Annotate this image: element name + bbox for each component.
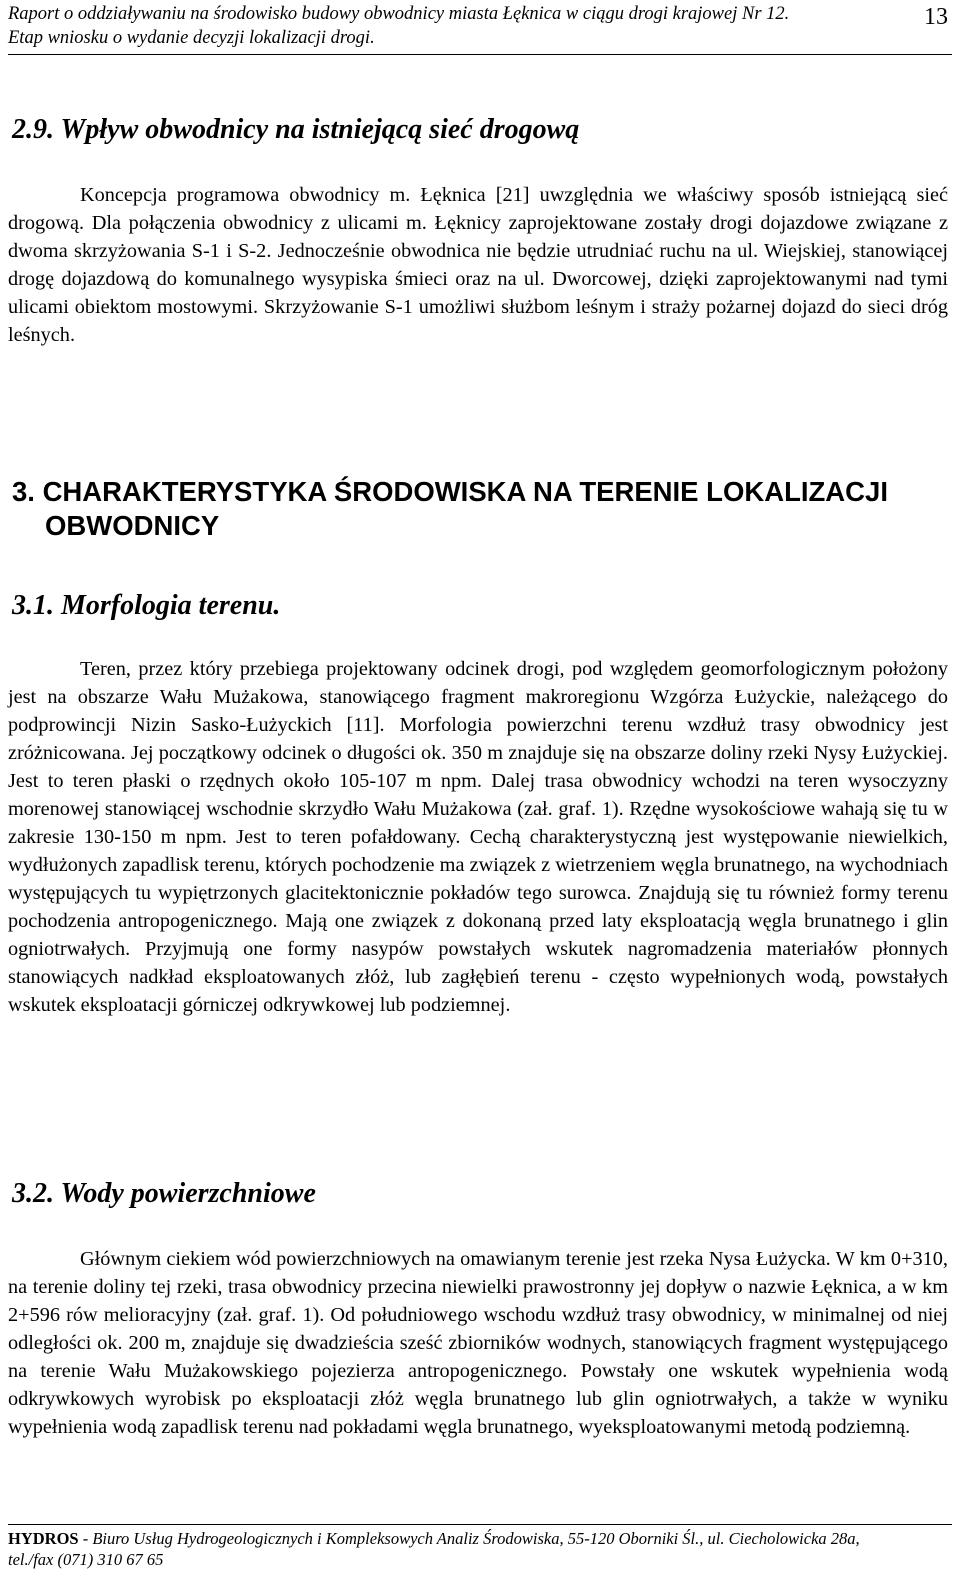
section-2-9-heading: 2.9. Wpływ obwodnicy na istniejącą sieć drogową bbox=[12, 114, 580, 145]
section-2-9-paragraph: Koncepcja programowa obwodnicy m. Łęknica [21] uwzględnia we właściwy sposób istniejącą sieć drogową. Dla połączenia obwodnicy z ulicami m. Łęknicy zaprojektowane zostały drogi dojazdowe związane z dwoma skrzyżowania S-1 i S-2. Jednocześnie obwodnica nie będzie utrudniać ruchu na ul. Wiejskiej, stanowiącej drogę dojazdową do komunalnego wysypiska śmieci oraz na ul. Dworcowej, dzięki zaprojektowanymi nad tymi ulicami obiektom mostowymi. Skrzyżowanie S-1 umożliwi służbom leśnym i straży pożarnej dojazd do sieci dróg leśnych. bbox=[8, 184, 948, 346]
header-line-2: Etap wniosku o wydanie decyzji lokalizacji drogi. bbox=[8, 28, 375, 48]
page-header bbox=[8, 0, 952, 55]
section-3-1-heading: 3.1. Morfologia terenu. bbox=[12, 590, 281, 621]
section-3-2-paragraph: Głównym ciekiem wód powierzchniowych na omawianym terenie jest rzeka Nysa Łużycka. W km 0+310, na terenie doliny tej rzeki, trasa obwodnicy przecina niewielki prawostronny jej dopływ o nazwie Łęknica, a w km 2+596 rów melioracyjny (zał. graf. 1). Od południowego wschodu wzdłuż trasy obwodnicy, w minimalnej od niej odległości ok. 200 m, znajduje się dwadzieścia sześć zbiorników wodnych, stanowiących fragment występującego na terenie Wału Mużakowskiego pojezierza antropogenicznego. Powstały one wskutek wypełnienia wodą odkrywkowych wyrobisk po eksploatacji złóż węgla brunatnego lub glin ogniotrwałych, a także w wyniku wypełnienia wodą zapadlisk terenu nad pokładami węgla brunatnego, wyeksploatowanymi metodą podziemną. bbox=[8, 1248, 948, 1438]
section-3-1-paragraph: Teren, przez który przebiega projektowany odcinek drogi, pod względem geomorfologicznym położony jest na obszarze Wału Mużakowa, stanowiącego fragment makroregionu Wzgórza Łużyckie, należącego do podprowincji Nizin Sasko-Łużyckich [11]. Morfologia powierzchni terenu wzdłuż trasy obwodnicy jest zróżnicowana. Jej początkowy odcinek o długości ok. 350 m znajduje się na obszarze doliny rzeki Nysy Łużyckiej. Jest to teren płaski o rzędnych około 105-107 m npm. Dalej trasa obwodnicy wchodzi na teren wysoczyzny morenowej stanowiącej wschodnie skrzydło Wału Mużakowa (zał. graf. 1). Rzędne wysokościowe wahają się tu w zakresie 130-150 m npm. Jest to teren pofałdowany. Cechą charakterystyczną jest występowanie niewielkich, wydłużonych zapadlisk terenu, których pochodzenie ma związek z wietrzeniem węgla brunatnego, na wychodniach występujących tu wypiętrzonych glacitektonicznie pokładów tego surowca. Znajdują się tu również formy terenu pochodzenia antropogenicznego. Mają one związek z dokonaną przed laty eksploatacją węgla brunatnego i glin ogniotrwałych. Przyjmują one formy nasypów powstałych wskutek nagromadzenia materiałów płonnych stanowiących nadkład eksploatowanych złóż, lub zagłębień terenu - często wypełnionych wodą, powstałych wskutek eksploatacji górniczej odkrywkowej lub podziemnej. bbox=[8, 658, 948, 1016]
header-line-1: Raport o oddziaływaniu na środowisko budowy obwodnicy miasta Łęknica w ciągu drogi krajowej Nr 12. bbox=[8, 4, 790, 24]
footer-text: - Biuro Usług Hydrogeologicznych i Kompleksowych Analiz Środowiska, 55-120 Oborniki Śl., ul. Ciecholowicka 28a, bbox=[78, 1529, 860, 1548]
footer-line-2: tel./fax (071) 310 67 65 bbox=[8, 1550, 164, 1569]
footer-company: HYDROS bbox=[8, 1529, 79, 1548]
section-3-2-heading: 3.2. Wody powierzchniowe bbox=[12, 1178, 316, 1209]
footer-line-1 bbox=[8, 1528, 952, 1549]
section-3-heading bbox=[12, 475, 888, 543]
section-3-heading-line-2: OBWODNICY bbox=[45, 510, 220, 541]
header-title bbox=[8, 2, 888, 50]
section-3-heading-line-1: 3. CHARAKTERYSTYKA ŚRODOWISKA NA TERENIE LOKALIZACJI bbox=[12, 476, 888, 507]
page-number: 13 bbox=[924, 4, 948, 30]
page-footer bbox=[8, 1524, 952, 1570]
